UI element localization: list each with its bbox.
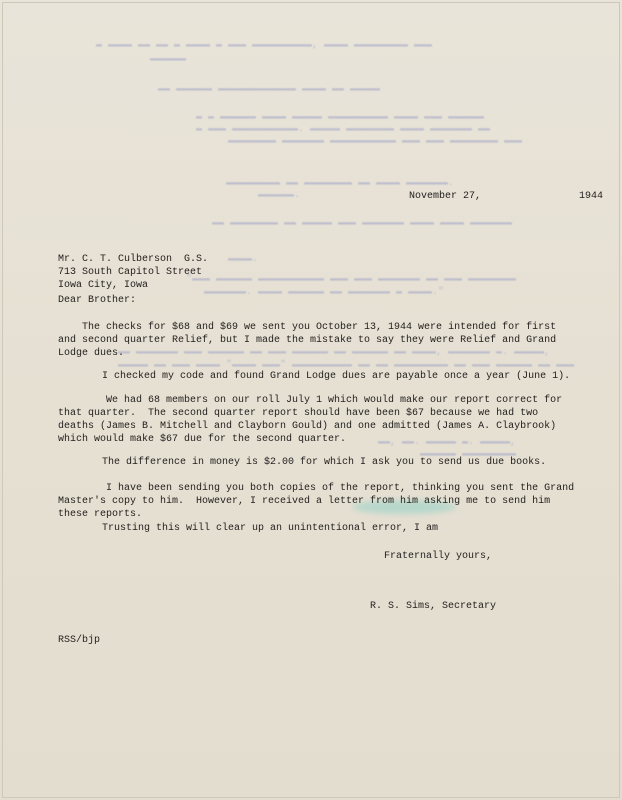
bleed-through-line: ▬▬▬▬▬ ▬▬ ▬▬▬ ▬▬▬▬ "▬▬▬▬ ▬▬▬" ▬▬▬▬▬▬▬▬▬▬ ▬▬ ▬▬ ▬▬▬▬▬▬▬▬▬ ▬▬ ▬▬▬ ▬▬▬▬▬▬ ▬▬ ▬▬▬ [118, 360, 575, 371]
bleed-through-line: ▬ ▬▬▬▬ ▬▬ ▬▬ ▬ ▬▬▬▬ ▬ ▬▬▬ ▬▬▬▬▬▬▬▬▬▬, ▬▬▬▬ ▬▬▬▬▬▬▬▬▬ ▬▬▬ [96, 40, 433, 51]
body-paragraph-4: The difference in money is $2.00 for which I ask you to send us due books. [102, 457, 547, 468]
recipient-city: Iowa City, Iowa [58, 280, 149, 291]
letter-year: 1944 [579, 191, 604, 202]
bleed-through-line: ▬▬▬▬▬▬. [258, 190, 301, 201]
body-paragraph-6: Trusting this will clear up an unintentional error, I am [102, 523, 439, 534]
bleed-through-line: ▬▬ ▬▬▬▬▬▬▬▬ ▬▬ ▬▬▬▬▬ ▬▬▬ ▬▬▬▬▬▬▬ ▬▬▬▬ ▬▬▬▬ ▬▬▬▬▬▬▬ [212, 218, 513, 229]
bleed-through-line: ▬▬▬▬. [228, 254, 259, 265]
bleed-through-line: ▬ ▬▬▬ ▬▬▬▬▬▬▬▬▬▬▬. ▬▬▬▬▬ ▬▬▬▬▬▬▬▬ ▬▬▬▬ ▬▬▬▬▬▬▬ ▬▬ [196, 124, 491, 135]
recipient-address [58, 253, 208, 292]
recipient-name: Mr. C. T. Culberson G.S. [58, 254, 209, 265]
reference-initials: RSS/bjp [58, 635, 101, 646]
letter-date: November 27, [409, 191, 482, 202]
bleed-through-line: ▬▬ ▬▬▬▬▬▬ ▬▬▬▬▬▬▬▬▬▬▬▬▬ ▬▬▬▬ ▬▬ ▬▬▬▬▬ [158, 84, 381, 95]
bleed-through-line: "▬▬▬ ▬▬▬▬▬▬ ▬▬▬▬▬▬▬▬▬▬▬ ▬▬▬ ▬▬▬ ▬▬▬▬▬▬▬ ▬▬ ▬▬▬ ▬▬▬▬▬▬▬▬ [186, 274, 517, 285]
bleed-through-line: ▬▬ ▬▬▬▬▬▬▬ ▬▬▬ ▬▬▬▬▬▬ ▬▬ ▬▬▬ ▬▬▬▬▬▬ ▬▬ ▬▬▬▬▬▬ ▬▬ ▬▬▬▬, ▬▬▬▬▬▬▬ ▬. ▬▬▬▬▬, [118, 347, 551, 358]
bleed-through-line: ▬▬▬▬▬▬▬▬▬ ▬▬ ▬▬▬▬▬▬▬▬ ▬▬ ▬▬▬▬ ▬▬▬▬▬▬▬. [226, 178, 455, 189]
bleed-through-line: ▬▬▬▬▬▬▬▬ ▬▬▬▬▬▬▬ ▬▬▬▬▬▬▬▬▬▬▬ ▬▬▬ ▬▬▬ ▬▬▬▬▬▬▬▬ ▬▬▬ [228, 136, 523, 147]
recipient-street: 713 South Capitol Street [58, 267, 203, 278]
closing: Fraternally yours, [384, 551, 493, 562]
bleed-through-line: ▬▬, ▬▬. ▬▬▬▬▬ ▬. ▬▬▬▬▬, [378, 437, 517, 448]
body-paragraph-1: The checks for $68 and $69 we sent you October 13, 1944 were intended for first and second quarter Relief, but I made the mistake to say they were Relief and Grand Lodge dues. [58, 322, 557, 359]
signature-line: R. S. Sims, Secretary [370, 601, 497, 612]
body-paragraph-5: I have been sending you both copies of the report, thinking you sent the Grand Master's copy to him. However, I received a letter from him asking me to send him these reports. [58, 483, 575, 520]
bleed-through-line: ▬▬▬▬▬▬ [150, 54, 187, 65]
bleed-through-line: ▬▬▬▬▬▬▬. ▬▬▬▬ ▬▬▬▬▬▬ ▬▬ ▬▬▬▬▬▬▬ ▬ ▬▬▬▬." [204, 287, 445, 298]
bleed-through-line: ▬▬▬▬▬▬ ▬▬▬▬▬▬▬▬▬ [420, 449, 517, 460]
salutation: Dear Brother: [58, 295, 137, 306]
body-paragraph-3: We had 68 members on our roll July 1 which would make our report correct for that quarter. The second quarter report should have been $67 because we had two deaths (James B. Mitchell and Clayborn Gould) and one admitted (James A. Claybrook) which would make $67 due for the second quarter. [58, 395, 563, 445]
bleed-through-line: ▬ ▬ ▬▬▬▬▬▬ ▬▬▬▬ ▬▬▬▬▬ ▬▬▬▬▬▬▬▬▬▬ ▬▬▬▬ ▬▬▬ ▬▬▬▬▬▬ [196, 112, 485, 123]
body-paragraph-2: I checked my code and found Grand Lodge dues are payable once a year (June 1). [102, 371, 571, 382]
